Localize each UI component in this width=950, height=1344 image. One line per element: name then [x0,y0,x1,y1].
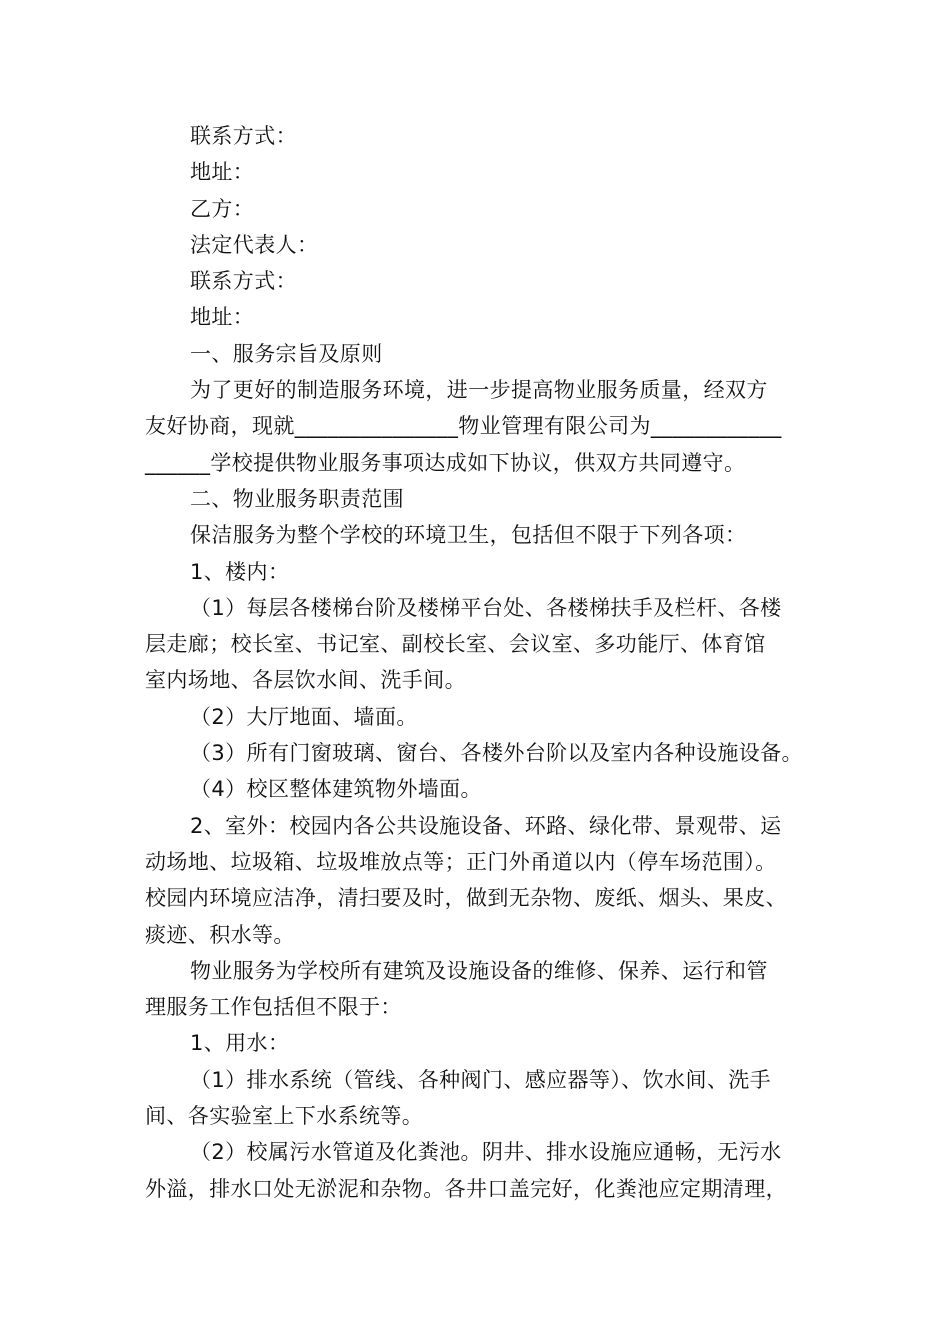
text-line: 联系方式： [190,124,297,148]
text-line: 地址： [190,305,255,330]
text-line: ______学校提供物业服务事项达成如下协议，供双方共同遵守。 [145,450,746,475]
text-line: 动场地、垃圾箱、垃圾堆放点等；正门外甬道以内（停车场范围）。 [145,849,777,874]
text-line: 保洁服务为整个学校的环境卫生，包括但不限于下列各项： [190,523,747,548]
section-heading: 二、物业服务职责范围 [190,486,404,511]
text-line: （4）校区整体建筑物外墙面。 [190,777,482,802]
text-line: （2）校属污水管道及化粪池。阴井、排水设施应通畅，无污水 [190,1140,782,1165]
text-line: 2、室外：校园内各公共设施设备、环路、绿化带、景观带、运 [190,813,782,838]
text-line: 乙方： [190,196,255,221]
text-line: 为了更好的制造服务环境，进一步提高物业服务质量，经双方 [190,378,768,403]
section-heading: 一、服务宗旨及原则 [190,341,383,366]
text-line: 外溢，排水口处无淤泥和杂物。各井口盖完好，化粪池应定期清理， [145,1176,787,1201]
text-line: 1、用水： [190,1031,290,1056]
document-body [145,118,825,1207]
text-line: 物业服务为学校所有建筑及设施设备的维修、保养、运行和管 [190,958,768,983]
text-line: 友好协商，现就_______________物业管理有限公司为____________ [145,414,782,439]
text-line: 联系方式： [190,269,297,294]
text-line: （1）每层各楼梯台阶及楼梯平台处、各楼梯扶手及栏杆、各楼 [190,595,782,620]
text-line: 痰迹、积水等。 [145,922,295,947]
text-line: 层走廊；校长室、书记室、副校长室、会议室、多功能厅、体育馆 [145,632,766,657]
text-line: （1）排水系统（管线、各种阀门、感应器等）、饮水间、洗手 [190,1067,772,1092]
text-line: （2）大厅地面、墙面。 [190,704,418,729]
text-line: （3）所有门窗玻璃、窗台、各楼外台阶以及室内各种设施设备。 [190,741,803,766]
text-line: 校园内环境应洁净，清扫要及时，做到无杂物、废纸、烟头、果皮、 [145,886,787,911]
text-line: 地址： [190,160,255,185]
text-line: 1、楼内： [190,559,290,584]
text-line: 法定代表人： [190,232,319,257]
text-line: 室内场地、各层饮水间、洗手间。 [145,668,466,693]
text-line: 间、各实验室上下水系统等。 [145,1104,424,1129]
text-line: 理服务工作包括但不限于： [145,995,402,1020]
